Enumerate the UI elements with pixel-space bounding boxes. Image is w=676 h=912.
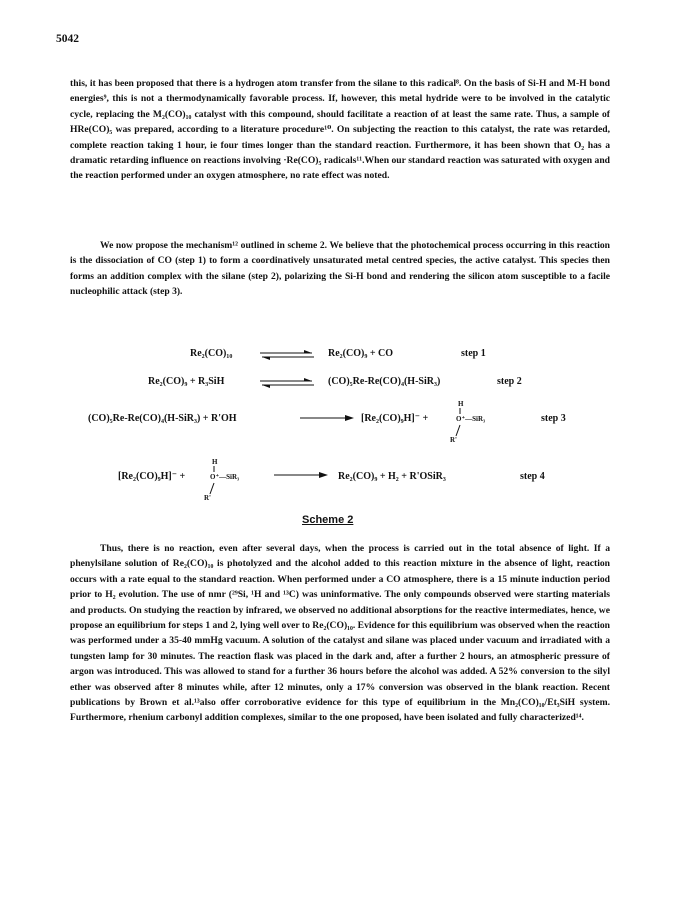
paragraph-3: Thus, there is no reaction, even after several days, when the process is carried out in the total absence of light. If a phenylsilane solution of Re₂(CO)₁₀ is photolyzed and the alcohol added to this reaction mixture in the absence of light, reaction occurs with a rate equal to the standard reaction. When performed under a CO atmosphere, there is a 15 minute induction period prior to H₂ evolution. The use of nmr (²⁹Si, ¹H and ¹³C) was uninformative. The only compounds observed were starting materials and products. On studying the reaction by infrared, we observed no additional absorptions for the reactive intermediates, hence, we propose an equilibrium for steps 1 and 2, lying well over to Re₂(CO)₁₀. Evidence for this equilibrium was observed when the reaction was performed under a 35-40 mmHg vacuum. A solution of the catalyst and silane was placed under vacuum and irradiated with a tungsten lamp for 30 minutes. The reaction flask was placed in the dark and, after a further 2 hours, an atmospheric pressure of argon was introduced. This was allowed to stand for a further 36 hours before the alcohol was added. A 52% conversion to the silyl ether was observed after 8 minutes while, after 12 minutes, only a 17% conversion was observed in the blank reaction. Recent publications by Brown et al.¹³also offer corroborative evidence for this type of equilibrium in the Mn₂(CO)₁₀/Et₃SiH system. Furthermore, rhenium carbonyl addition complexes, similar to the one proposed, have been isolated and fully characterized¹⁴.	[70, 543, 610, 724]
step3-label: step 3	[541, 413, 566, 424]
step4-oxonium-r: R'	[204, 494, 211, 502]
step4-label: step 4	[520, 471, 545, 482]
step3-arrow	[298, 412, 356, 424]
step4-oxonium-h: H	[212, 458, 218, 466]
paragraph-1: this, it has been proposed that there is a hydrogen atom transfer from the silane to this radical⁸. On the basis of Si-H and M-H bond energies⁹, this is not a thermodynamically favorable process. If, however, this metal hydride were to be involved in the catalytic cycle, replacing the M₂(CO)₁₀ catalyst with this compound, should facilitate a reaction of at least the same rate. Thus, a sample of HRe(CO)₅ was prepared, according to a literature procedure¹⁰. On subjecting the reaction to this catalyst, the rate was retarded, complete reaction taking 1 hour, ie four times longer than the standard reaction. Furthermore, it has been shown that O₂ has a dramatic retarding influence on reactions involving ·Re(CO)₅ radicals¹¹.When our standard reaction was saturated with oxygen and the reaction performed under an oxygen atmosphere, no rate effect was noted.	[70, 78, 610, 182]
step1-product: Re₂(CO)₉ + CO	[328, 348, 394, 359]
step3-reactant: (CO)₅Re-Re(CO)₄(H-SiR₃) + R'OH	[88, 413, 237, 424]
step4-product: Re₂(CO)₉ + H₂ + R'OSiR₃	[338, 471, 446, 482]
step4-reactant: [Re₂(CO)₉H]⁻ +	[118, 471, 186, 482]
step3-oxonium-r: R'	[450, 436, 457, 444]
step1-label: step 1	[461, 348, 486, 359]
step2-product: (CO)₅Re-Re(CO)₄(H-SiR₃)	[328, 376, 441, 387]
step1-reactant: Re₂(CO)₁₀	[190, 348, 233, 359]
step2-label: step 2	[497, 376, 522, 387]
page-number: 5042	[56, 33, 79, 45]
paragraph-2: We now propose the mechanism¹² outlined in scheme 2. We believe that the photochemical process occurring in this reaction is the dissociation of CO (step 1) to form a coordinatively unsaturated metal centred species, the active catalyst. This species then forms an addition complex with the silane (step 2), polarizing the Si-H bond and rendering the silicon atom susceptible to a facile nucleophilic attack (step 3).	[70, 240, 610, 298]
scheme-title: Scheme 2	[302, 514, 354, 526]
step4-arrow	[272, 469, 330, 481]
step3-oxonium: O⁺—SiR₃	[456, 415, 486, 423]
step3-oxonium-h: H	[458, 400, 464, 408]
step3-product: [Re₂(CO)₉H]⁻ +	[361, 413, 429, 424]
step2-equilibrium-arrow	[258, 377, 316, 389]
step4-oxonium: O⁺—SiR₃	[210, 473, 240, 481]
step1-equilibrium-arrow	[258, 349, 316, 361]
step2-reactant: Re₂(CO)₉ + R₃SiH	[148, 376, 225, 387]
